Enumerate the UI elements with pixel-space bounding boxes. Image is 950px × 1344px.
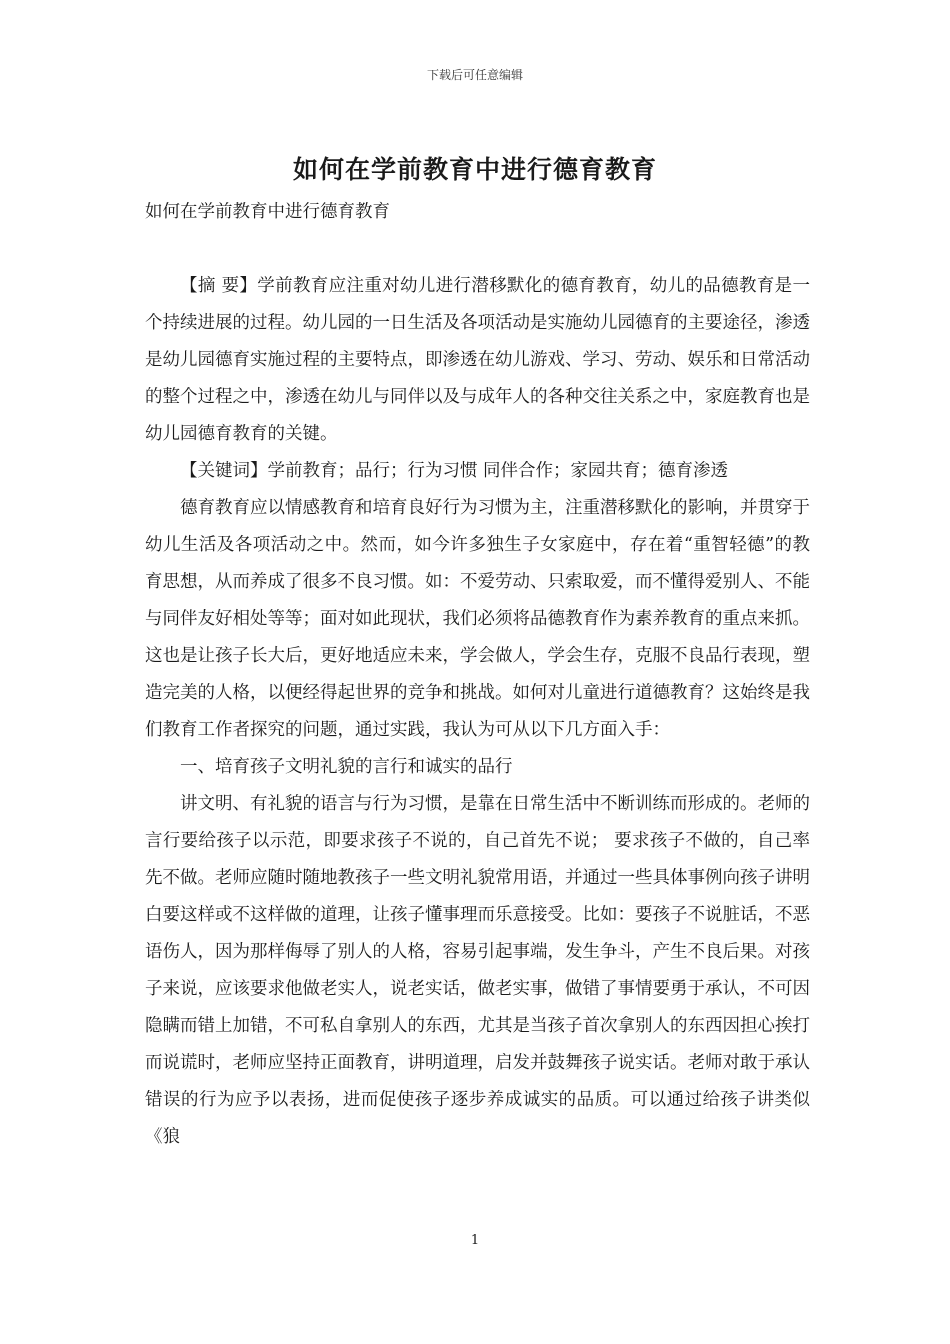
intro-paragraph: 德育教育应以情感教育和培育良好行为习惯为主，注重潜移默化的影响，并贯穿于幼儿生活及各项活动之中。然而，如今许多独生子女家庭中，存在着“重智轻德”的教育思想，从而养成了很多不良习惯。如：不爱劳动、只索取爱，而不懂得爱别人、不能与同伴友好相处等等；面对如此现状，我们必须将品德教育作为素养教育的重点来抓。这也是让孩子长大后，更好地适应未来，学会做人，学会生存，克服不良品行表现，塑造完美的人格，以便经得起世界的竞争和挑战。如何对儿童进行道德教育？这始终是我们教育工作者探究的问题，通过实践，我认为可从以下几方面入手： [145,498,810,740]
abstract-paragraph: 【摘 要】学前教育应注重对幼儿进行潜移默化的德育教育，幼儿的品德教育是一个持续进展的过程。幼儿园的一日生活及各项活动是实施幼儿园德育的主要途径，渗透是幼儿园德育实施过程的主要特点，即渗透在幼儿游戏、学习、劳动、娱乐和日常活动的整个过程之中，渗透在幼儿与同伴以及与成年人的各种交往关系之中，家庭教育也是幼儿园德育教育的关键。 [145,276,810,444]
document-title: 如何在学前教育中进行德育教育 [292,155,657,184]
document-subtitle: 如何在学前教育中进行德育教育 [145,202,390,222]
body-text [145,268,810,1156]
header-note: 下载后可任意编辑 [426,68,523,82]
section-heading: 一、培育孩子文明礼貌的言行和诚实的品行 [180,757,513,777]
page-number: 1 [470,1233,480,1248]
keywords-paragraph: 【关键词】学前教育；品行；行为习惯 同伴合作；家园共育；德育渗透 [180,461,729,481]
section-paragraph: 讲文明、有礼貌的语言与行为习惯，是靠在日常生活中不断训练而形成的。老师的言行要给孩子以示范，即要求孩子不说的，自己首先不说； 要求孩子不做的，自己率先不做。老师应随时随地教孩子一些文明礼貌常用语，并通过一些具体事例向孩子讲明白要这样或不这样做的道理，让孩子懂事理而乐意接受。比如：要孩子不说脏话，不恶语伤人，因为那样侮辱了别人的人格，容易引起事端，发生争斗，产生不良后果。对孩子来说，应该要求他做老实人，说老实话，做老实事，做错了事情要勇于承认，不可因隐瞒而错上加错，不可私自拿别人的东西，尤其是当孩子首次拿别人的东西因担心挨打而说谎时，老师应坚持正面教育，讲明道理，启发并鼓舞孩子说实话。老师对敢于承认错误的行为应予以表扬，进而促使孩子逐步养成诚实的品质。可以通过给孩子讲类似《狼 [145,794,810,1147]
